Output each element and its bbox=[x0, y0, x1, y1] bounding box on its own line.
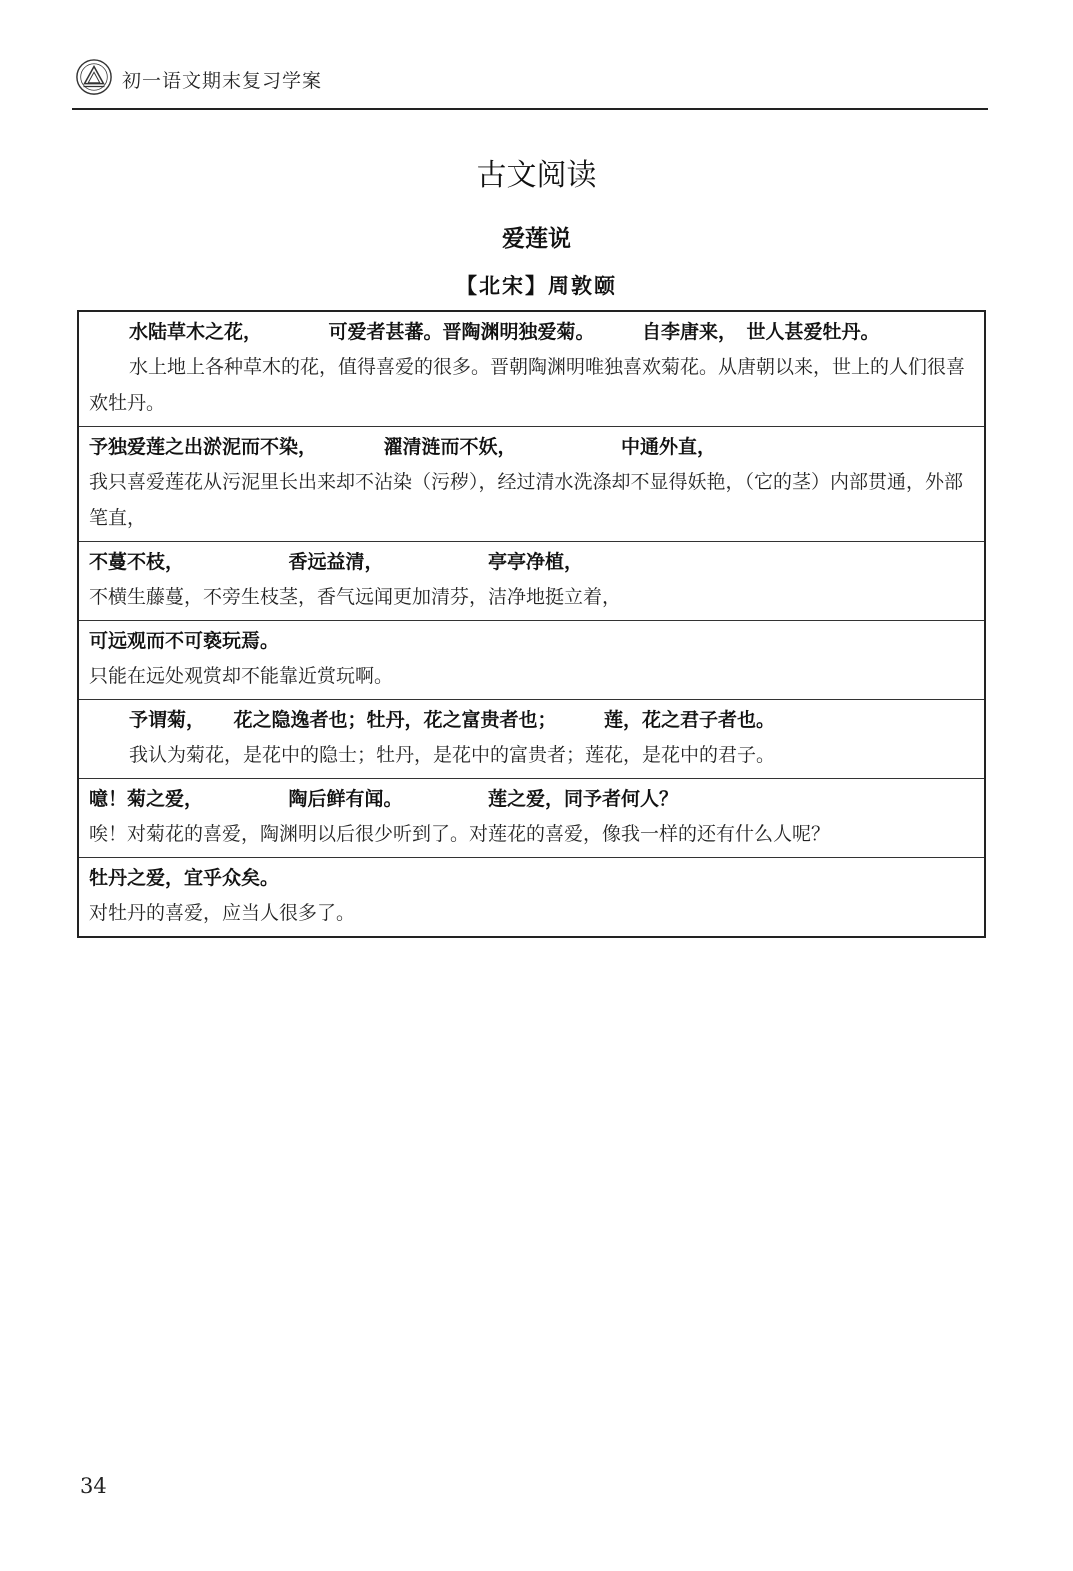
passage-row-2 bbox=[79, 427, 984, 542]
original-text: 水陆草木之花， 可爱者甚蕃。晋陶渊明独爱菊。 自李唐来， 世人甚爱牡丹。 bbox=[129, 321, 880, 343]
translation-text: 对牡丹的喜爱，应当人很多了。 bbox=[89, 902, 356, 924]
translation-text: 水上地上各种草木的花，值得喜爱的很多。晋朝陶渊明唯独喜欢菊花。从唐朝以来，世上的人们很喜欢牡丹。 bbox=[89, 356, 966, 414]
passage-row-3 bbox=[79, 542, 984, 621]
passage-table bbox=[77, 310, 986, 938]
passage-row-1 bbox=[79, 312, 984, 427]
passage-row-4 bbox=[79, 621, 984, 700]
original-text: 噫！菊之爱， 陶后鲜有闻。 莲之爱，同予者何人？ bbox=[89, 788, 679, 810]
passage-row-5 bbox=[79, 700, 984, 779]
original-text: 牡丹之爱，宜乎众矣。 bbox=[89, 867, 280, 889]
school-emblem-icon bbox=[75, 58, 113, 96]
page-number: 34 bbox=[80, 1474, 107, 1498]
original-text: 予谓菊， 花之隐逸者也；牡丹，花之富贵者也； 莲，花之君子者也。 bbox=[129, 709, 776, 731]
original-text: 可远观而不可亵玩焉。 bbox=[89, 630, 280, 652]
essay-author: 【北宋】周敦颐 bbox=[456, 273, 617, 298]
passage-row-6 bbox=[79, 779, 984, 858]
translation-text: 唉！对菊花的喜爱，陶渊明以后很少听到了。对莲花的喜爱，像我一样的还有什么人呢？ bbox=[89, 823, 831, 845]
essay-title: 爱莲说 bbox=[502, 225, 571, 252]
passage-row-7 bbox=[79, 858, 984, 936]
header-title: 初一语文期末复习学案 bbox=[122, 70, 323, 92]
page-header bbox=[72, 52, 988, 110]
translation-text: 我认为菊花，是花中的隐士；牡丹，是花中的富贵者；莲花，是花中的君子。 bbox=[129, 744, 776, 766]
translation-text: 只能在远处观赏却不能靠近赏玩啊。 bbox=[89, 665, 394, 687]
translation-text: 我只喜爱莲花从污泥里长出来却不沾染（污秽），经过清水洗涤却不显得妖艳，（它的茎）内部贯通，外部笔直， bbox=[89, 471, 964, 529]
section-title: 古文阅读 bbox=[476, 158, 597, 193]
original-text: 予独爱莲之出淤泥而不染， 濯清涟而不妖， 中通外直， bbox=[89, 436, 717, 458]
original-text: 不蔓不枝， 香远益清， 亭亭净植， bbox=[89, 551, 584, 573]
translation-text: 不横生藤蔓，不旁生枝茎，香气远闻更加清芬，洁净地挺立着， bbox=[89, 586, 622, 608]
